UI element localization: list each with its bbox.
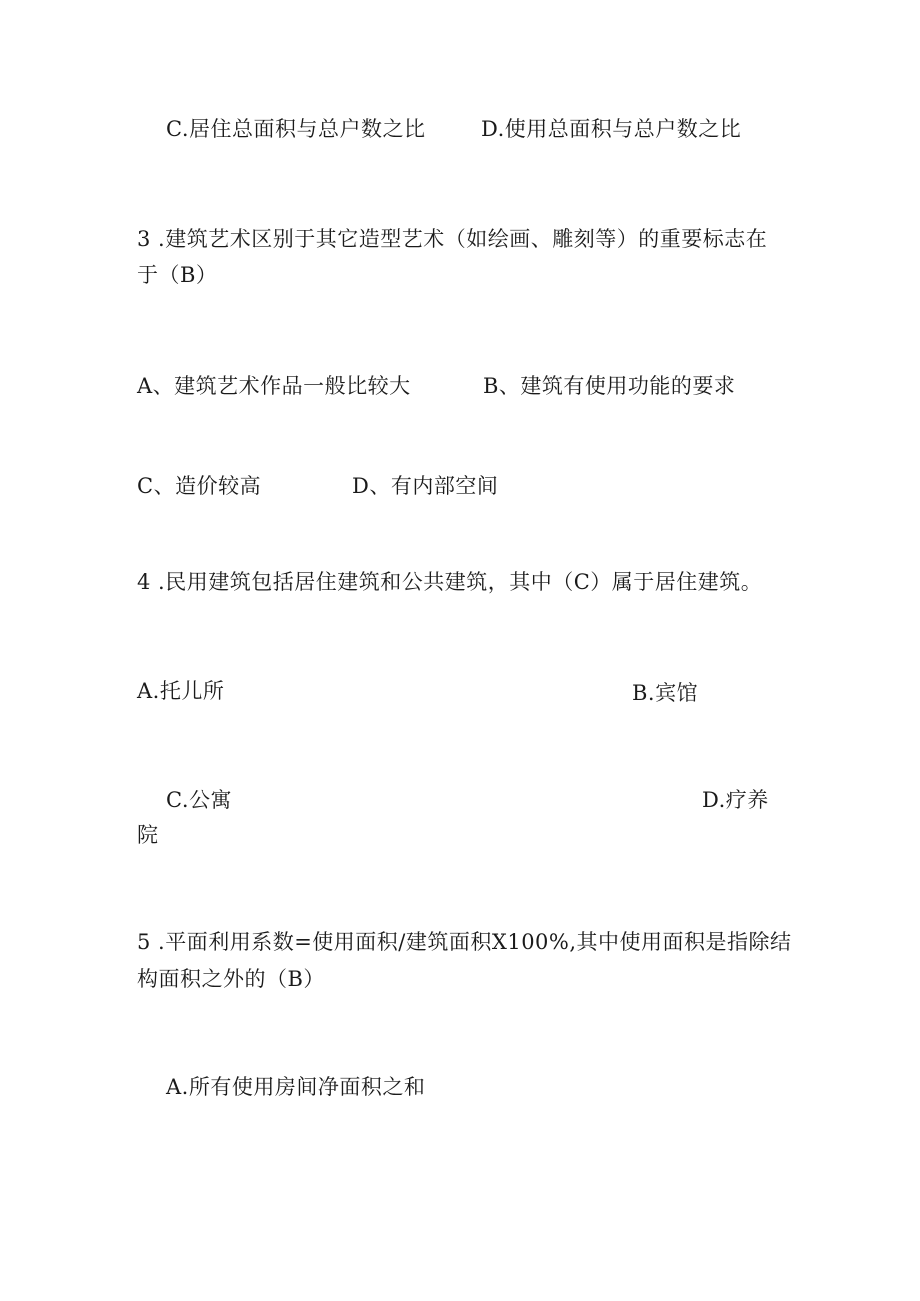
q4-option-c: C.公寓 [166, 788, 232, 812]
q3-option-a: A、建筑艺术作品一般比较大 [137, 374, 411, 398]
q4-option-d-part1: D.疗养 [702, 788, 769, 812]
q5-option-a: A.所有使用房间净面积之和 [166, 1075, 426, 1099]
q4-option-b: B.宾馆 [632, 681, 699, 705]
q5-stem-line2: 构面积之外的（B） [137, 967, 325, 991]
q4-stem: 4 .民用建筑包括居住建筑和公共建筑，其中（C）属于居住建筑。 [137, 570, 763, 594]
q4-option-a: A.托儿所 [137, 679, 225, 703]
q5-stem-line1: 5 .平面利用系数=使用面积/建筑面积X100%,其中使用面积是指除结 [137, 930, 792, 954]
q3-stem-line1: 3 .建筑艺术区别于其它造型艺术（如绘画、雕刻等）的重要标志在 [137, 227, 768, 251]
q2-option-c: C.居住总面积与总户数之比 [166, 117, 426, 141]
q4-option-d-part2: 院 [137, 823, 159, 847]
q3-option-d: D、有内部空间 [352, 474, 499, 498]
q2-option-d: D.使用总面积与总户数之比 [481, 117, 742, 141]
q3-stem-line2: 于（B） [137, 263, 218, 287]
q3-option-c: C、造价较高 [137, 474, 262, 498]
q3-option-b: B、建筑有使用功能的要求 [483, 374, 736, 398]
